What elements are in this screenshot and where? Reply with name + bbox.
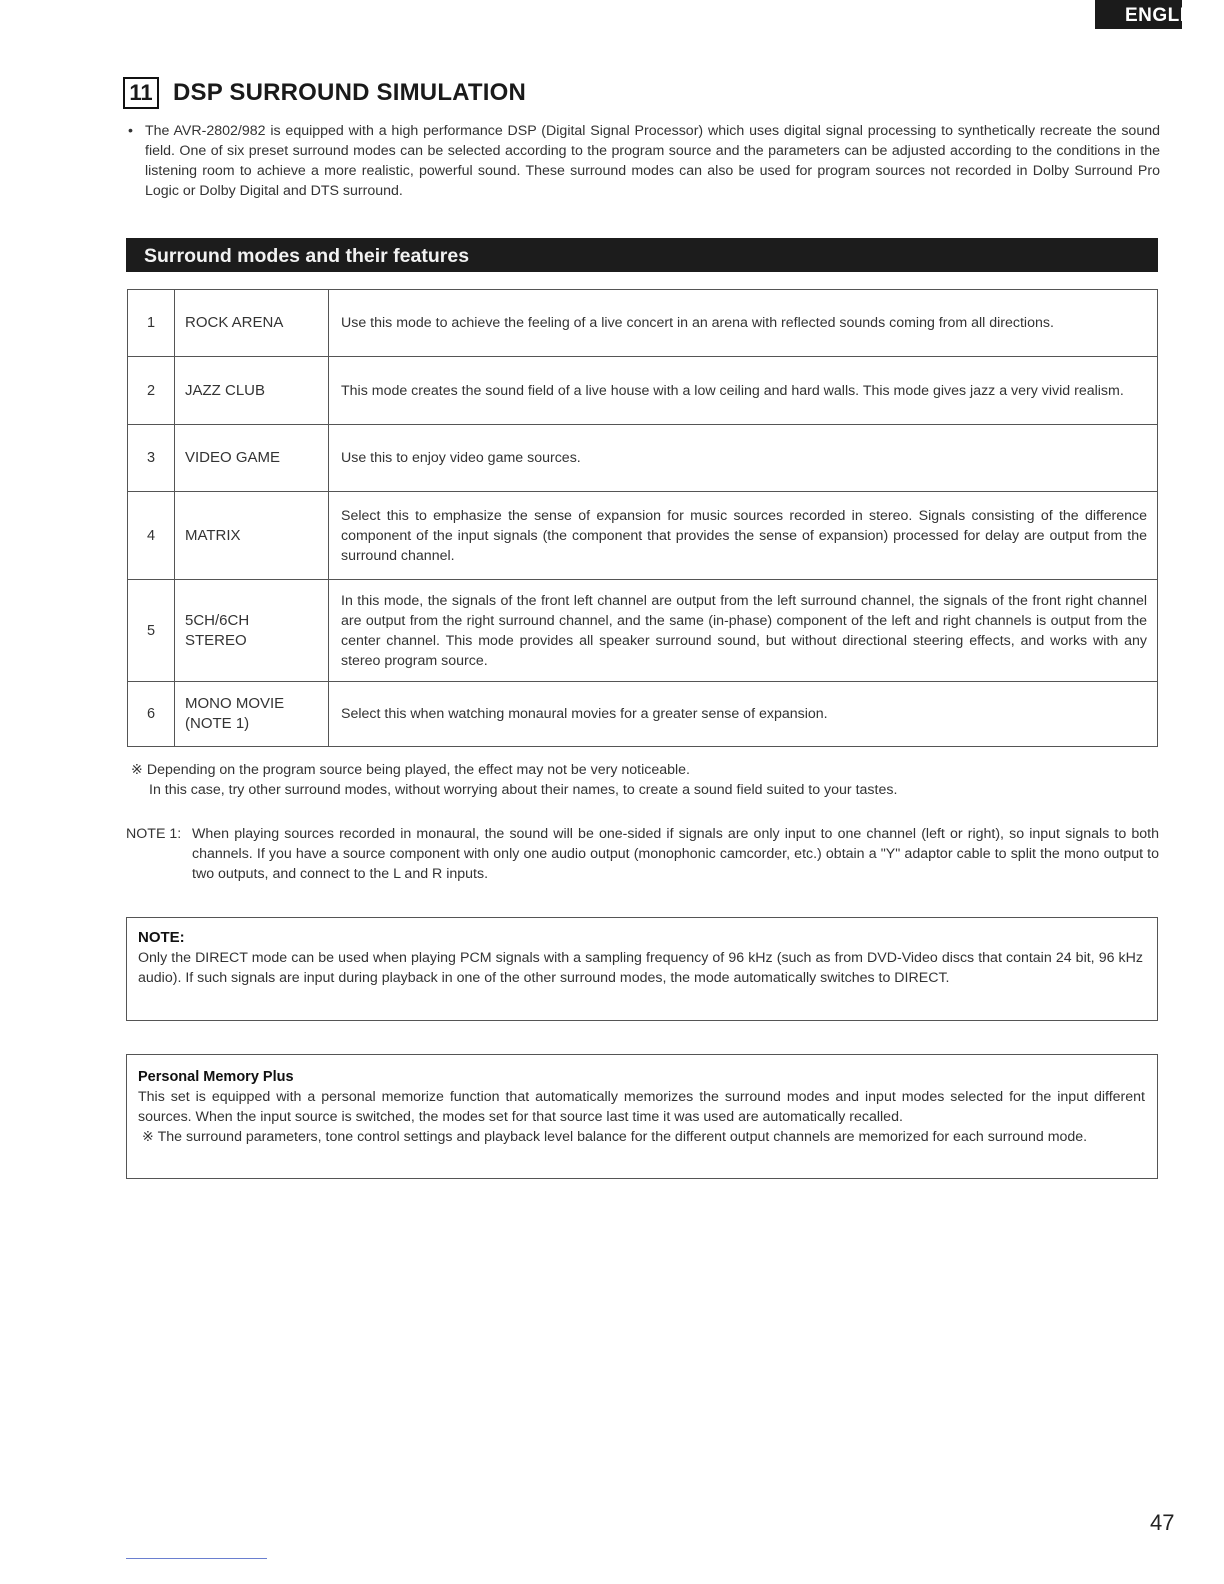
personal-memory-title: Personal Memory Plus [138, 1069, 294, 1085]
mode-number: 3 [128, 425, 175, 492]
mode-description: Select this when watching monaural movies for a greater sense of expansion. [329, 682, 1158, 747]
personal-memory-box [126, 1054, 1158, 1179]
note-box [126, 917, 1158, 1021]
mode-description: In this mode, the signals of the front left channel are output from the left surround channel, the signals of the front right channel are output from the right surround channel, and the same (in-phase) component of the left and right channels is output from the center channel. This mode provides all speaker surround sound, but without directional steering effects, and works with any stereo program source. [329, 580, 1158, 682]
note-1-text: When playing sources recorded in monaural, the sound will be one-sided if signals are only input to one channel (left or right), so input signals to both channels. If you have a source component with only one audio output (monophonic camcorder, etc.) obtain a "Y" adaptor cable to split the mono output to two outputs, and connect to the L and R inputs. [192, 826, 1159, 882]
table-row [128, 682, 1158, 747]
divider [126, 1558, 267, 1559]
table-row [128, 580, 1158, 682]
page-number: 47 [1150, 1510, 1175, 1535]
bullet-icon: • [128, 123, 133, 139]
modes-banner: Surround modes and their features [126, 238, 1158, 272]
intro-paragraph [128, 121, 1160, 201]
table-row [128, 357, 1158, 425]
table-row [128, 425, 1158, 492]
mode-description: This mode creates the sound field of a live house with a low ceiling and hard walls. This mode gives jazz a very vivid realism. [329, 357, 1158, 425]
page-title: DSP SURROUND SIMULATION [173, 79, 527, 106]
section-number: 11 [123, 77, 159, 109]
note-1 [126, 824, 1159, 884]
mode-description: Select this to emphasize the sense of expansion for music sources recorded in stereo. Signals consisting of the difference component of the input signals (the component that provides the sense of expansion) processed for delay are output from the surround channel. [329, 492, 1158, 580]
mode-number: 6 [128, 682, 175, 747]
mode-description: Use this mode to achieve the feeling of a live concert in an arena with reflected sounds coming from all directions. [329, 290, 1158, 357]
note-box-title: NOTE: [138, 929, 185, 946]
footnote-line: In this case, try other surround modes, without worrying about their names, to create a sound field suited to your tastes. [149, 782, 898, 798]
section-heading [123, 77, 526, 109]
table-row [128, 492, 1158, 580]
personal-memory-note: ※ The surround parameters, tone control settings and playback level balance for the different output channels are memorized for each surround mode. [142, 1129, 1088, 1145]
modes-table [127, 289, 1158, 747]
mode-number: 4 [128, 492, 175, 580]
footnote-line: ※ Depending on the program source being played, the effect may not be very noticeable. [131, 762, 690, 778]
footnote [131, 760, 1161, 800]
mode-name: 5CH/6CH STEREO [175, 580, 329, 682]
mode-number: 1 [128, 290, 175, 357]
note-1-label: NOTE 1: [126, 826, 182, 842]
personal-memory-text: This set is equipped with a personal memorize function that automatically memorizes the surround modes and input modes selected for the input different sources. When the input source is switched, the modes set for that source last time it was used are automatically recalled. [138, 1089, 1145, 1125]
mode-number: 5 [128, 580, 175, 682]
note-box-text: Only the DIRECT mode can be used when playing PCM signals with a sampling frequency of 96 kHz (such as from DVD-Video discs that contain 24 bit, 96 kHz audio). If such signals are input during playback in one of the other surround modes, the mode automatically switches to DIRECT. [138, 950, 1143, 986]
mode-name: JAZZ CLUB [175, 357, 329, 425]
intro-text: The AVR-2802/982 is equipped with a high performance DSP (Digital Signal Processor) which uses digital signal processing to synthetically recreate the sound field. One of six preset surround modes can be selected according to the program source and the parameters can be adjusted according to the conditions in the listening room to achieve a more realistic, powerful sound. These surround modes can also be used for program sources not recorded in Dolby Surround Pro Logic or Dolby Digital and DTS surround. [145, 123, 1160, 199]
mode-name: MONO MOVIE (NOTE 1) [175, 682, 329, 747]
mode-name: ROCK ARENA [175, 290, 329, 357]
mode-description: Use this to enjoy video game sources. [329, 425, 1158, 492]
table-row [128, 290, 1158, 357]
mode-number: 2 [128, 357, 175, 425]
language-tab: ENGLISH [1095, 0, 1182, 29]
mode-name: VIDEO GAME [175, 425, 329, 492]
mode-name: MATRIX [175, 492, 329, 580]
